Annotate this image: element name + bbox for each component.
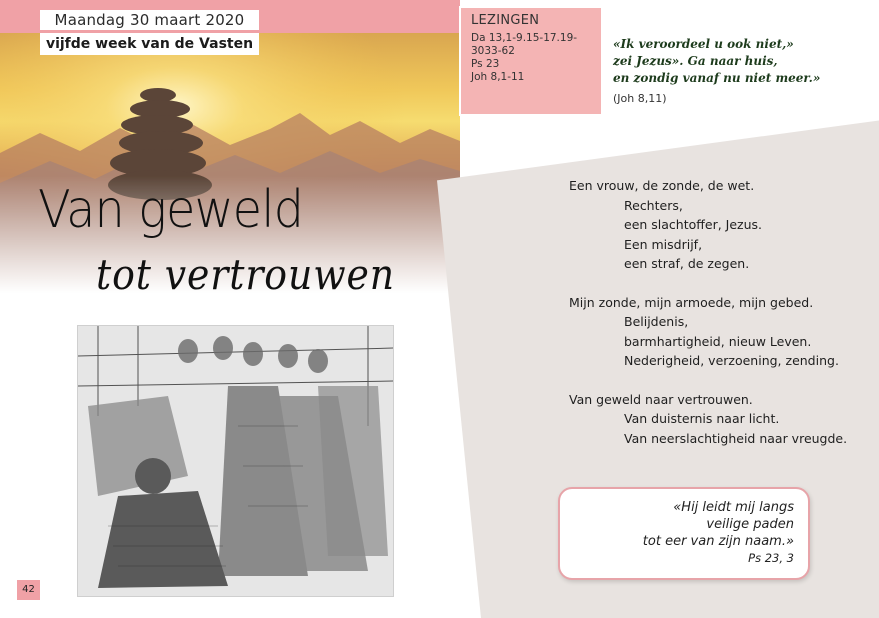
psalm-quote-line: «Hij leidt mij langs <box>673 500 794 515</box>
reading-line: 3033-62 <box>471 45 515 57</box>
poem-line: Nederigheid, verzoening, zending. <box>624 353 839 368</box>
poem-line: Belijdenis, <box>624 314 689 329</box>
poem-line: Een vrouw, de zonde, de wet. <box>569 178 755 193</box>
stanza-gap <box>569 274 869 293</box>
date-label: Maandag 30 maart 2020 <box>40 10 259 30</box>
psalm-quote-line: tot eer van zijn naam.» <box>642 534 794 549</box>
stanza-gap <box>569 371 869 390</box>
gospel-quote-line: «Ik veroordeel u ook niet,» <box>613 37 794 51</box>
engraving-illustration <box>78 326 394 597</box>
readings-heading: LEZINGEN <box>471 13 540 28</box>
poem-line: barmhartigheid, nieuw Leven. <box>624 333 812 349</box>
meditation-poem <box>569 176 869 448</box>
page-title-line-2: tot vertrouwen <box>96 250 395 299</box>
poem-line: Van geweld naar vertrouwen. <box>569 391 753 407</box>
poem-line: Van duisternis naar licht. <box>624 411 780 426</box>
poem-line: een straf, de zegen. <box>624 256 750 271</box>
poem-line: een slachtoffer, Jezus. <box>624 217 763 232</box>
poem-line: Van neerslachtigheid naar vreugde. <box>624 430 848 446</box>
reading-line: Joh 8,1-11 <box>471 71 525 83</box>
poem-line: Mijn zonde, mijn armoede, mijn gebed. <box>569 294 814 310</box>
gospel-quote-line: en zondig vanaf nu niet meer.» <box>613 71 821 85</box>
page-title-line-1: Van geweld <box>38 180 304 240</box>
readings-box <box>459 6 603 116</box>
poem-line: Rechters, <box>624 197 683 213</box>
reading-line: Ps 23 <box>471 58 500 70</box>
gospel-quote <box>613 36 863 87</box>
reading-line: Da 13,1-9.15-17.19- <box>471 32 578 44</box>
woman-caught-in-adultery-engraving <box>77 325 394 597</box>
psalm-quote-line: veilige paden <box>706 517 794 532</box>
psalm-reference: Ps 23, 3 <box>748 551 794 565</box>
gospel-quote-reference: (Joh 8,11) <box>613 92 667 105</box>
psalm-quote-box <box>558 487 810 580</box>
liturgical-week-label: vijfde week van de Vasten <box>40 33 259 55</box>
page-number: 42 <box>17 580 40 600</box>
poem-line: Een misdrijf, <box>624 236 703 252</box>
gospel-quote-line: zei Jezus». Ga naar huis, <box>613 54 778 68</box>
